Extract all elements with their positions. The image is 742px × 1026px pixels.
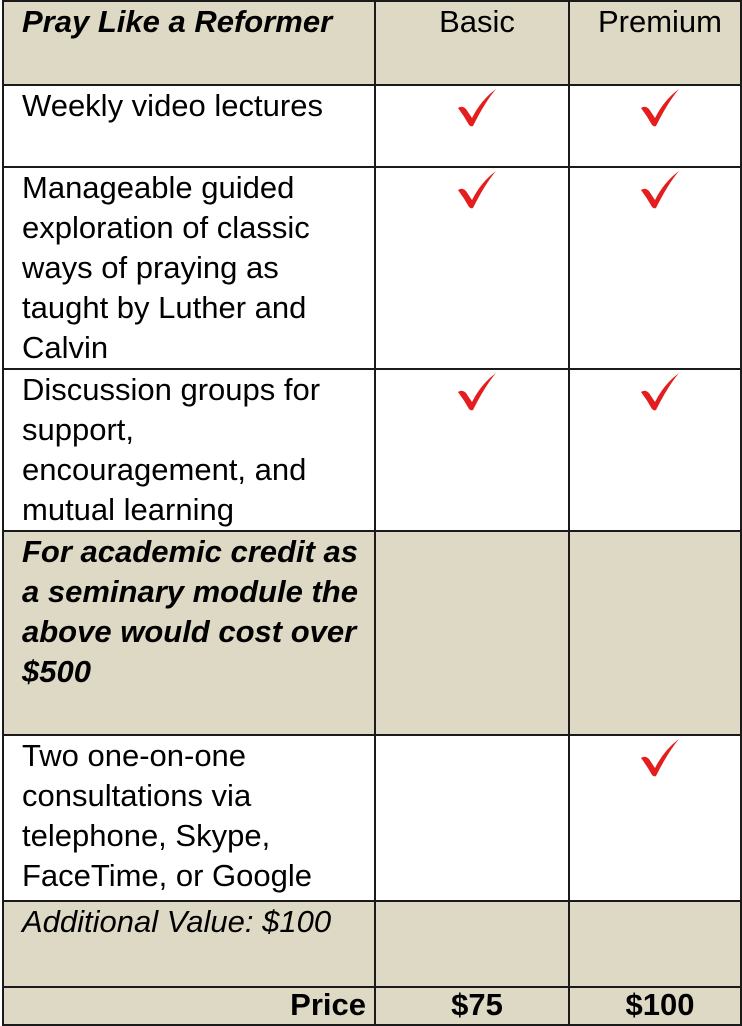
basic-cell (375, 735, 569, 901)
check-icon (638, 86, 682, 128)
check-icon (638, 736, 682, 778)
check-icon (455, 168, 499, 210)
check-icon (455, 370, 499, 412)
basic-cell (375, 901, 569, 987)
basic-cell (375, 85, 569, 167)
comparison-table (2, 0, 742, 1026)
basic-cell (375, 531, 569, 735)
plan-header-premium: Premium (569, 1, 741, 85)
premium-cell (569, 369, 741, 531)
plan-header-basic: Basic (375, 1, 569, 85)
price-label: Price (3, 987, 375, 1025)
check-icon (638, 168, 682, 210)
feature-label: Two one-on-one consultations via telephone, Skype, FaceTime, or Google (3, 735, 375, 901)
premium-cell (569, 735, 741, 901)
price-row (3, 987, 741, 1025)
academic-note: For academic credit as a seminary module the above would cost over $500 (3, 531, 375, 735)
additional-value: Additional Value: $100 (3, 901, 375, 987)
academic-note-row (3, 531, 741, 735)
premium-cell (569, 85, 741, 167)
table-row (3, 167, 741, 369)
premium-cell (569, 167, 741, 369)
feature-label: Discussion groups for support, encouragement, and mutual learning (3, 369, 375, 531)
table-row (3, 735, 741, 901)
feature-label: Weekly video lectures (3, 85, 375, 167)
price-premium: $100 (569, 987, 741, 1025)
basic-cell (375, 167, 569, 369)
table-title: Pray Like a Reformer (3, 1, 375, 85)
check-icon (638, 370, 682, 412)
header-row (3, 1, 741, 85)
feature-label: Manageable guided exploration of classic ways of praying as taught by Luther and Calvin (3, 167, 375, 369)
table-row (3, 85, 741, 167)
price-basic: $75 (375, 987, 569, 1025)
basic-cell (375, 369, 569, 531)
check-icon (455, 86, 499, 128)
premium-cell (569, 901, 741, 987)
table-row (3, 369, 741, 531)
premium-cell (569, 531, 741, 735)
additional-value-row (3, 901, 741, 987)
